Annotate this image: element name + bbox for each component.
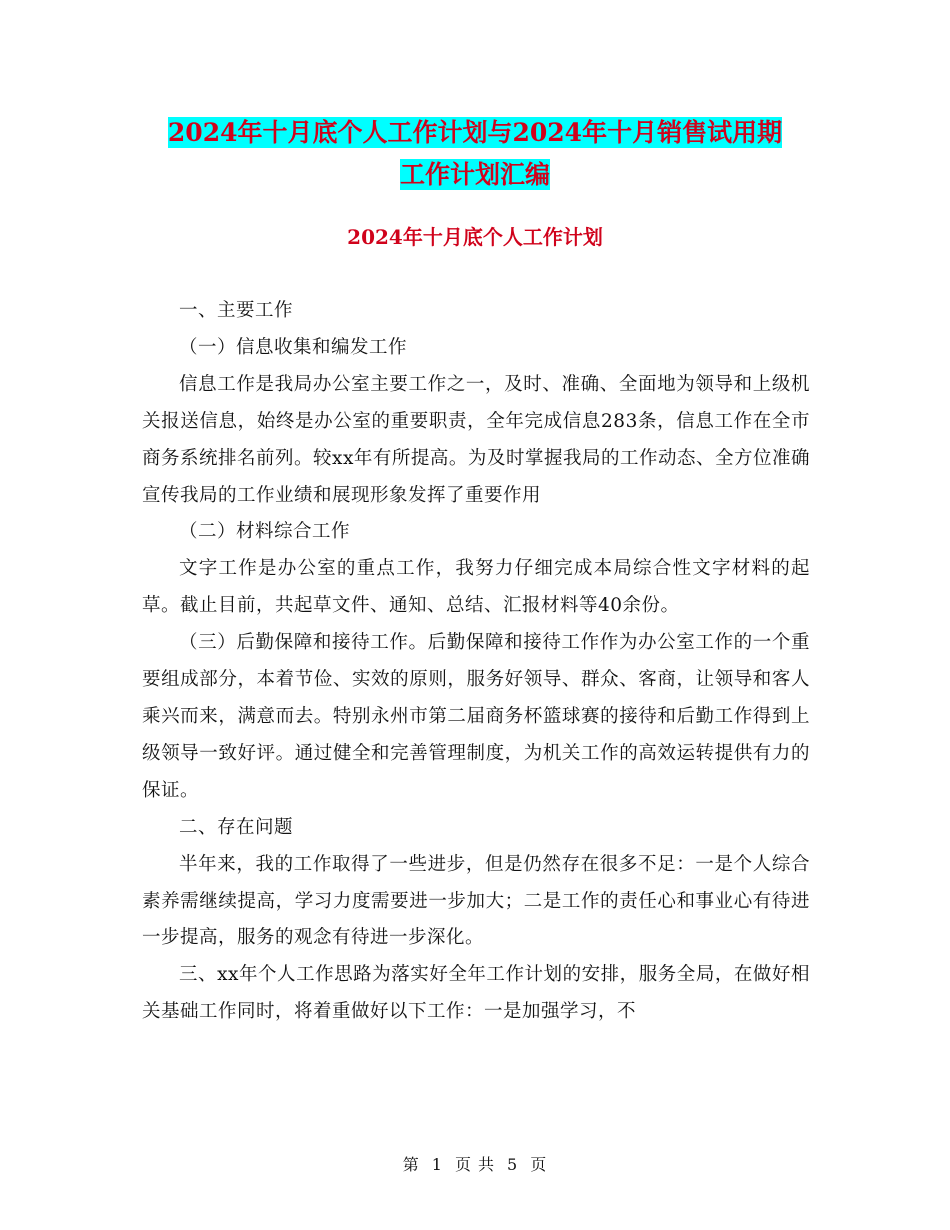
page-footer <box>0 1152 950 1175</box>
title-line-2-text: 工作计划汇编 <box>399 160 550 189</box>
footer-total-pages: 5 <box>507 1155 519 1174</box>
section-title: 2024年十月底个人工作计划 <box>347 225 603 249</box>
footer-middle: 页 共 <box>454 1155 496 1174</box>
paragraph-materials: 文字工作是办公室的重点工作，我努力仔细完成本局综合性文字材料的起草。截止目前，共起草文件、通知、总结、汇报材料等40余份。 <box>142 558 810 617</box>
paragraph-plan: 三、xx年个人工作思路为落实好全年工作计划的安排，服务全局，在做好相关基础工作同时，将着重做好以下工作：一是加强学习，不 <box>142 964 810 1023</box>
paragraph-problems: 半年来，我的工作取得了一些进步，但是仍然存在很多不足：一是个人综合素养需继续提高，学习力度需要进一步加大；二是工作的责任心和事业心有待进一步提高，服务的观念有待进一步深化。 <box>142 853 810 949</box>
footer-page-number: 1 <box>431 1155 443 1174</box>
subheading-info: （一）信息收集和编发工作 <box>179 336 408 358</box>
heading-problems: 二、存在问题 <box>179 816 294 838</box>
title-line-2 <box>100 154 850 196</box>
document-body <box>142 293 810 1031</box>
title-line-1 <box>100 112 850 154</box>
paragraph-info: 信息工作是我局办公室主要工作之一，及时、准确、全面地为领导和上级机关报送信息，始终是办公室的重要职责，全年完成信息283条，信息工作在全市商务系统排名前列。较xx年有所提高。为及时掌握我局的工作动态、全方位准确宣传我局的工作业绩和展现形象发挥了重要作用 <box>142 373 810 506</box>
footer-prefix: 第 <box>402 1155 420 1174</box>
paragraph-logistics: （三）后勤保障和接待工作。后勤保障和接待工作作为办公室工作的一个重要组成部分，本着节俭、实效的原则，服务好领导、群众、客商，让领导和客人乘兴而来，满意而去。特别永州市第二届商务杯篮球赛的接待和后勤工作得到上级领导一致好评。通过健全和完善管理制度，为机关工作的高效运转提供有力的保证。 <box>142 632 810 801</box>
footer-suffix: 页 <box>530 1155 548 1174</box>
heading-main-work: 一、主要工作 <box>179 300 294 321</box>
title-line-1-text: 2024年十月底个人工作计划与2024年十月销售试用期 <box>167 118 783 147</box>
document-title <box>100 112 850 196</box>
subheading-materials: （二）材料综合工作 <box>179 521 351 543</box>
